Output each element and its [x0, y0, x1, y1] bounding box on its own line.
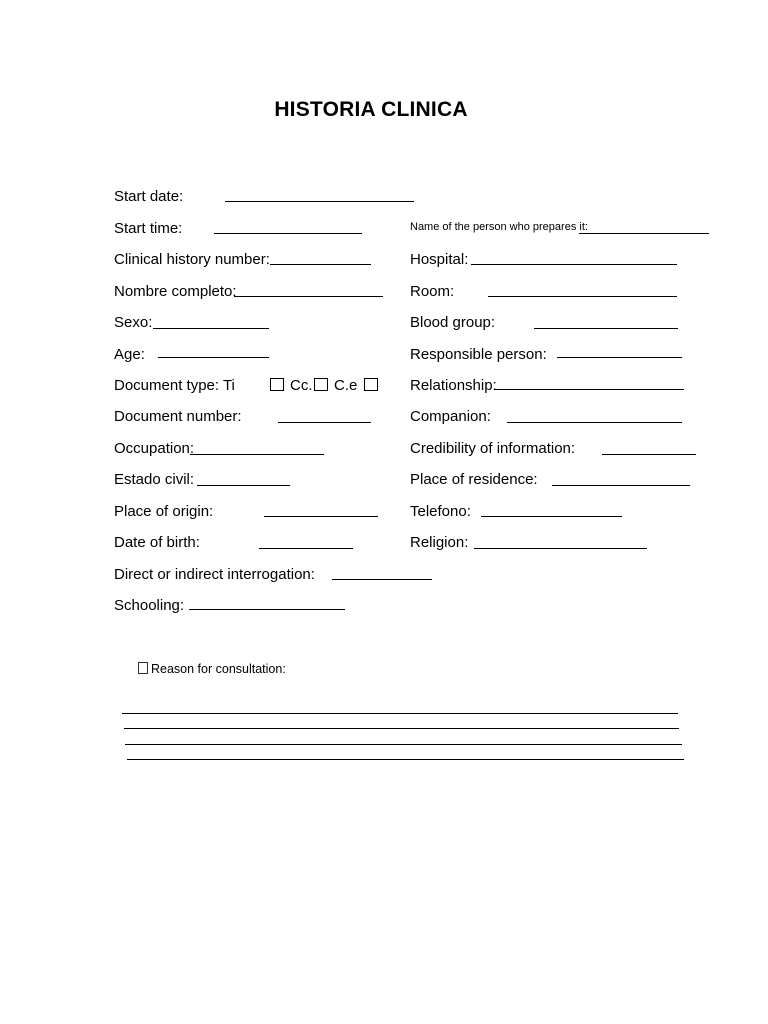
- civil-status-label: Estado civil:: [114, 471, 195, 488]
- civil-status-field[interactable]: [197, 485, 290, 486]
- responsible-person-field[interactable]: [557, 357, 682, 358]
- schooling-field[interactable]: [189, 609, 345, 610]
- reason-label: Reason for consultation:: [151, 662, 286, 676]
- age-field[interactable]: [158, 357, 269, 358]
- relationship-field[interactable]: [494, 389, 684, 390]
- doc-type-ce-label: C.e: [334, 377, 358, 394]
- place-of-origin-field[interactable]: [264, 516, 378, 517]
- interrogation-label: Direct or indirect interrogation:: [114, 566, 315, 583]
- clinical-history-number-field[interactable]: [270, 264, 371, 265]
- telefono-label: Telefono:: [410, 503, 471, 520]
- reason-line-4[interactable]: [127, 759, 684, 760]
- start-time-field[interactable]: [214, 233, 362, 234]
- religion-field[interactable]: [474, 548, 647, 549]
- religion-label: Religion:: [410, 534, 469, 551]
- responsible-person-label: Responsible person:: [410, 346, 547, 363]
- occupation-label: Occupation:: [114, 440, 195, 457]
- full-name-label: Nombre completo:: [114, 283, 237, 300]
- document-number-field[interactable]: [278, 422, 371, 423]
- page-title: HISTORIA CLINICA: [274, 98, 468, 121]
- occupation-field[interactable]: [190, 454, 324, 455]
- relationship-label: Relationship:: [410, 377, 497, 394]
- start-date-label: Start date:: [114, 188, 184, 205]
- preparer-field[interactable]: [579, 233, 709, 234]
- place-of-residence-label: Place of residence:: [410, 471, 538, 488]
- interrogation-field[interactable]: [332, 579, 432, 580]
- room-label: Room:: [410, 283, 455, 300]
- telefono-field[interactable]: [481, 516, 622, 517]
- doc-type-cc-label: Cc.: [290, 377, 313, 394]
- date-of-birth-label: Date of birth:: [114, 534, 200, 551]
- schooling-label: Schooling:: [114, 597, 185, 614]
- blood-group-field[interactable]: [534, 328, 678, 329]
- companion-field[interactable]: [507, 422, 682, 423]
- missing-glyph-icon: [138, 662, 148, 674]
- companion-label: Companion:: [410, 408, 491, 425]
- reason-line-3[interactable]: [125, 744, 682, 745]
- credibility-field[interactable]: [602, 454, 696, 455]
- reason-line-2[interactable]: [124, 728, 679, 729]
- document-type-label: Document type: Ti: [114, 377, 235, 394]
- place-of-origin-label: Place of origin:: [114, 503, 214, 520]
- place-of-residence-field[interactable]: [552, 485, 690, 486]
- doc-type-ce-checkbox[interactable]: [364, 378, 378, 391]
- room-field[interactable]: [488, 296, 677, 297]
- full-name-field[interactable]: [234, 296, 383, 297]
- age-label: Age:: [114, 346, 145, 363]
- hospital-field[interactable]: [471, 264, 677, 265]
- document-number-label: Document number:: [114, 408, 242, 425]
- doc-type-cc-checkbox[interactable]: [314, 378, 328, 391]
- preparer-label: Name of the person who prepares it:: [410, 221, 588, 233]
- date-of-birth-field[interactable]: [259, 548, 353, 549]
- reason-line-1[interactable]: [122, 713, 678, 714]
- hospital-label: Hospital:: [410, 251, 469, 268]
- start-time-label: Start time:: [114, 220, 183, 237]
- doc-type-ti-checkbox[interactable]: [270, 378, 284, 391]
- credibility-label: Credibility of information:: [410, 440, 576, 457]
- blood-group-label: Blood group:: [410, 314, 496, 331]
- sex-field[interactable]: [153, 328, 269, 329]
- start-date-field[interactable]: [225, 201, 414, 202]
- sex-label: Sexo:: [114, 314, 153, 331]
- clinical-history-number-label: Clinical history number:: [114, 251, 270, 268]
